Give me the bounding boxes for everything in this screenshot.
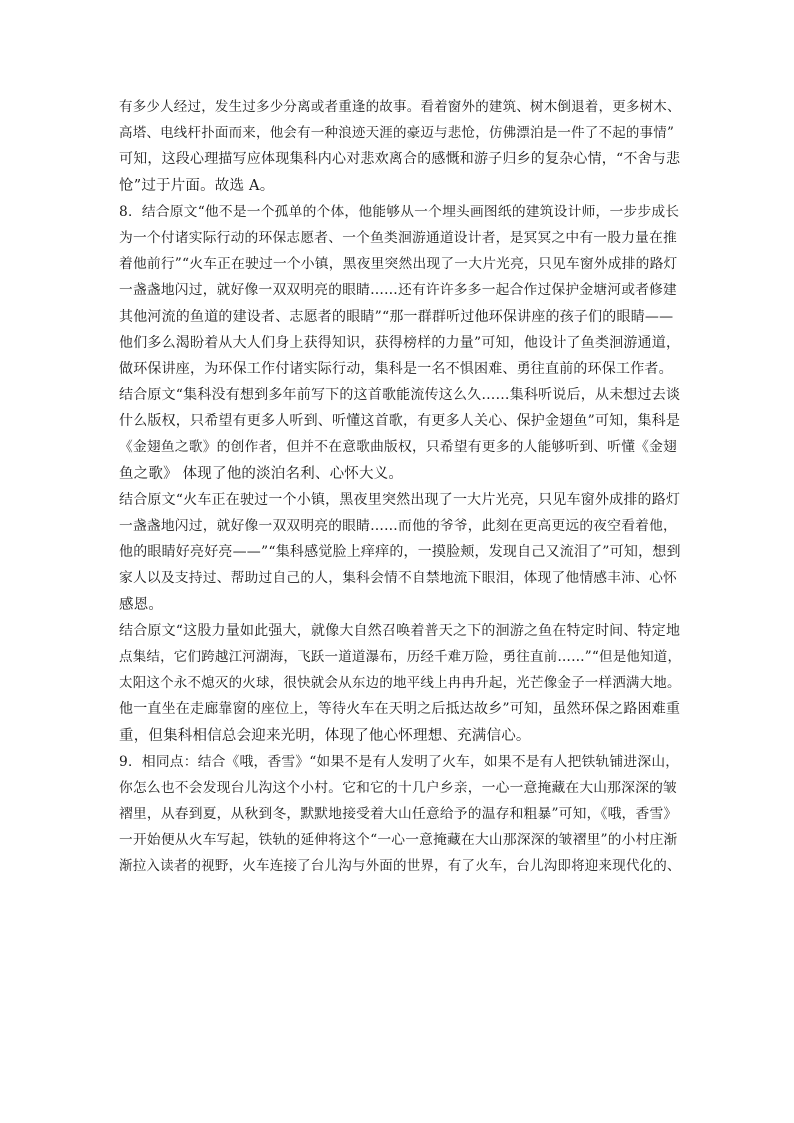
body-text: [119, 94, 681, 880]
text-line: 高塔、电线杆扑面而来，他会有一种浪迹天涯的豪迈与悲怆，仿佛漂泊是一件了不起的事情”: [119, 125, 675, 142]
text-line: 渐拉入读者的视野，火车连接了台儿沟与外面的世界，有了火车，台儿沟即将迎来现代化的、: [119, 858, 681, 875]
text-line: 一开始便从火车写起，铁轨的延伸将这个“一心一意掩藏在大山那深深的皱褶里”的小村庄渐: [119, 832, 678, 849]
text-line: 9．相同点：结合《哦，香雪》“如果不是有人发明了火车，如果不是有人把铁轨铺进深山，: [119, 753, 680, 770]
text-line: 8．结合原文“他不是一个孤单的个体，他能够从一个埋头画图纸的建筑设计师，一步步成长: [119, 203, 680, 220]
text-line: 你怎么也不会发现台儿沟这个小村。它和它的十几户乡亲，一心一意掩藏在大山那深深的皱: [119, 779, 678, 796]
text-line: 结合原文“这股力量如此强大，就像大自然召唤着普天之下的洄游之鱼在特定时间、特定地: [119, 622, 681, 639]
text-line: 点集结，它们跨越江河湖海，飞跃一道道瀑布，历经千难万险，勇往直前……”“但是他知道，: [119, 648, 681, 665]
text-line: 可知，这段心理描写应体现集科内心对悲欢离合的感慨和游子归乡的复杂心情，“不舍与悲: [119, 151, 681, 168]
text-line: 重，但集科相信总会迎来光明，体现了他心怀理想、充满信心。: [119, 727, 531, 744]
text-line: 结合原文“火车正在驶过一个小镇，黑夜里突然出现了一大片光亮，只见车窗外成排的路灯: [119, 491, 681, 508]
text-line: 太阳这个永不熄灭的火球，很快就会从东边的地平线上冉冉升起，光芒像金子一样洒满大地。: [119, 675, 681, 692]
text-line: 一盏盏地闪过，就好像一双双明亮的眼睛……还有许许多多一起合作过保护金塘河或者修建: [119, 282, 678, 299]
text-line: 鱼之歌》 体现了他的淡泊名利、心怀大义。: [119, 465, 404, 482]
text-line: 一盏盏地闪过，就好像一双双明亮的眼睛……而他的爷爷，此刻在更高更远的夜空看着他，: [119, 518, 678, 534]
text-line: 他一直坐在走廊靠窗的座位上，等待火车在天明之后抵达故乡”可知，虽然环保之路困难重: [119, 701, 681, 718]
text-line: 《金翅鱼之歌》的创作者，但并不在意歌曲版权，只希望有更多的人能够听到、听懂《金翅: [119, 439, 678, 456]
text-line: 结合原文“集科没有想到多年前写下的这首歌能流传这么久……集科听说后，从未想过去谈: [119, 387, 681, 404]
text-line: 什么版权，只希望有更多人听到、听懂这首歌，有更多人关心、保护金翅鱼”可知，集科是: [119, 413, 681, 430]
text-line: 有多少人经过，发生过多少分离或者重逢的故事。看着窗外的建筑、树木倒退着，更多树木、: [119, 99, 681, 115]
text-line: 褶里，从春到夏，从秋到冬，默默地接受着大山任意给予的温存和粗暴”可知，《哦，香雪》: [119, 806, 678, 823]
text-line: 怆”过于片面。故选 A。: [119, 177, 275, 194]
text-line: 感恩。: [119, 596, 164, 613]
text-line: 为一个付诸实际行动的环保志愿者、一个鱼类洄游通道设计者，是冥冥之中有一股力量在推: [119, 229, 678, 246]
text-line: 做环保讲座，为环保工作付诸实际行动，集科是一名不惧困难、勇往直前的环保工作者。: [119, 360, 673, 377]
text-line: 他的眼睛好亮好亮——”“集科感觉脸上痒痒的，一摸脸颊，发现自己又流泪了”可知，想到: [119, 544, 681, 561]
text-line: 家人以及支持过、帮助过自己的人，集科会情不自禁地流下眼泪，体现了他情感丰沛、心怀: [119, 570, 678, 587]
text-line: 他们多么渴盼着从大人们身上获得知识，获得榜样的力量”可知，他设计了鱼类洄游通道，: [119, 334, 681, 351]
text-line: 着他前行”“火车正在驶过一个小镇，黑夜里突然出现了一大片光亮，只见车窗外成排的路灯: [119, 256, 678, 273]
text-line: 其他河流的鱼道的建设者、志愿者的眼睛”“那一群群听过他环保讲座的孩子们的眼睛——: [119, 308, 674, 325]
